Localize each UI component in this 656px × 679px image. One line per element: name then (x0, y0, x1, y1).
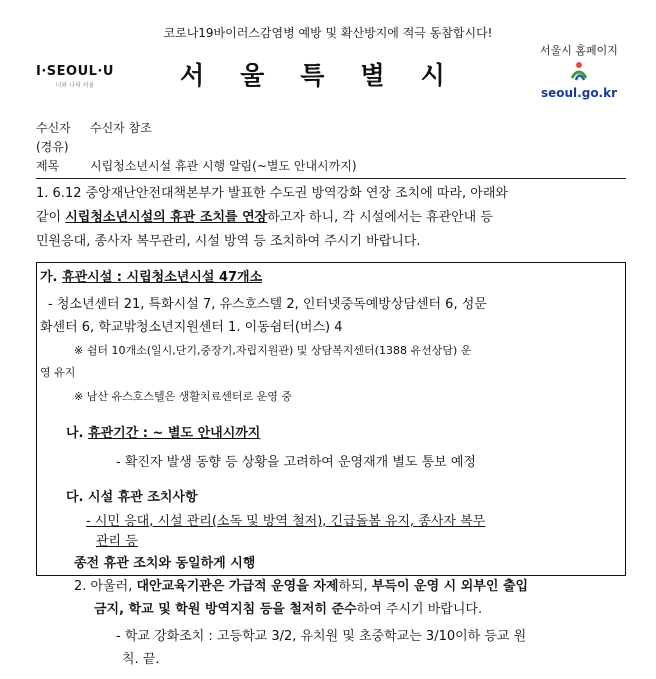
subject-key: 제목 (36, 159, 60, 173)
subject-row (36, 157, 357, 174)
section-title: 휴관시설 : 시립청소년시설 47개소 (62, 270, 263, 285)
ga-note1-line2: 영 유지 (40, 366, 76, 379)
section-label: 나. (66, 426, 89, 441)
emphasis-span: 금지, 학교 및 학원 방역지침 등을 철저히 준수 (94, 602, 357, 617)
paragraph1-line3: 민원응대, 종사자 복무관리, 시설 방역 등 조치하여 주시기 바랍니다. (36, 234, 421, 249)
homepage-label: 서울시 홈페이지 (540, 44, 618, 57)
logo-subtext: 너와 나의 서울 (55, 82, 95, 89)
text-span: 하여 주시기 바랍니다. (356, 602, 483, 617)
da-line2: 관리 등 (96, 534, 138, 549)
seoul-symbol-icon (568, 60, 590, 82)
ga-line1: - 청소년센터 21, 특화시설 7, 유스호스텔 2, 인터넷중독예방상담센터 6, 성문 (48, 297, 487, 312)
ga-note1-line1: ※ 쉼터 10개소(일시,단기,중장기,자립지원관) 및 상담복지센터(1388 유선상담) 운 (74, 344, 472, 357)
emphasis-span: 부득이 운영 시 외부인 출입 (371, 579, 529, 594)
text-span: 2. 아울러, (74, 579, 137, 594)
recipient-row (36, 119, 152, 136)
text-span: 하되, (338, 579, 372, 594)
emphasis-span: 대안교육기관은 가급적 운영을 자제 (136, 579, 339, 594)
section-na-heading (66, 422, 260, 441)
via-row (36, 138, 69, 155)
paragraph1-line1: 1. 6.12 중앙재난안전대책본부가 발표한 수도권 방역강화 연장 조치에 따라, 아래와 (36, 186, 508, 201)
section-ga-heading (40, 266, 262, 285)
ga-line2: 화센터 6, 학교밖청소년지원센터 1. 이동쉼터(버스) 4 (40, 320, 343, 335)
paragraph2-line1 (74, 575, 528, 594)
homepage-url: seoul.go.kr (540, 86, 618, 100)
org-title: 서울특별시 (180, 61, 481, 90)
paragraph1-line2 (36, 206, 493, 225)
text-span: 같이 (36, 210, 66, 225)
text-span: 하고자 하니, 각 시설에서는 휴관안내 등 (267, 210, 493, 225)
da-line3: 종전 휴관 조치와 동일하게 시행 (74, 556, 256, 571)
subject-value: 시립청소년시설 휴관 시행 알림(~별도 안내시까지) (90, 159, 357, 173)
recipient-value: 수신자 참조 (90, 121, 152, 135)
na-line1: - 확진자 발생 동향 등 상황을 고려하여 운영재개 별도 통보 예정 (116, 455, 476, 470)
emphasis-span: 시립청소년시설의 휴관 조치를 연장 (65, 210, 268, 225)
homepage-link[interactable] (534, 42, 624, 100)
da-line1: - 시민 응대, 시설 관리(소독 및 방역 철저), 긴급돌봄 유지, 종사자 복무 (86, 514, 486, 529)
paragraph2-line3: - 학교 강화조치 : 고등학교 3/2, 유치원 및 초중학교는 3/10이하 등교 원 (116, 629, 527, 644)
paragraph2-line4: 칙. 끝. (122, 652, 160, 667)
logo-text: I·SEOUL·U (36, 64, 114, 79)
ga-note2: ※ 남산 유스호스텔은 생활치료센터로 운영 중 (74, 390, 292, 403)
divider (36, 178, 626, 179)
recipient-key: 수신자 (36, 121, 71, 135)
section-da-heading: 다. 시설 휴관 조치사항 (66, 490, 198, 505)
i-seoul-u-logo (36, 64, 114, 89)
via-key: (경유) (36, 140, 69, 154)
slogan: 코로나19바이러스감염병 예방 및 확산방지에 적극 동참합시다! (163, 26, 493, 40)
section-title: 휴관기간 : ~ 별도 안내시까지 (88, 426, 261, 441)
section-label: 가. (40, 270, 63, 285)
paragraph2-line2 (94, 598, 482, 617)
